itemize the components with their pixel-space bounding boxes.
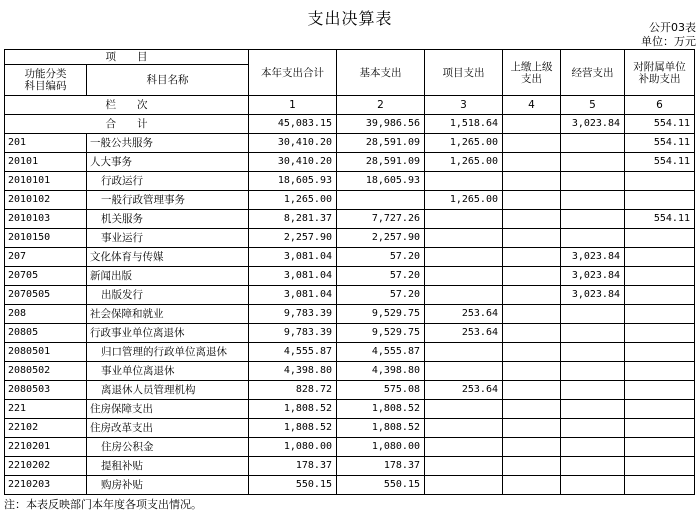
header-business: 经营支出: [561, 50, 625, 96]
table-row: [5, 419, 695, 438]
amount-cell: [503, 248, 561, 267]
table-row: [5, 438, 695, 457]
index-col: 5: [561, 96, 625, 115]
subject-code: 20101: [5, 153, 87, 172]
amount-cell: 4,555.87: [337, 343, 425, 362]
subject-name: 人大事务: [87, 153, 249, 172]
amount-cell: 1,808.52: [249, 400, 337, 419]
index-col: 6: [625, 96, 695, 115]
amount-cell: 1,265.00: [249, 191, 337, 210]
subject-code: 208: [5, 305, 87, 324]
amount-cell: 1,808.52: [337, 400, 425, 419]
amount-cell: [503, 381, 561, 400]
subject-code: 207: [5, 248, 87, 267]
amount-cell: [561, 172, 625, 191]
header-item-group: 项 目: [5, 50, 249, 65]
amount-cell: 3,081.04: [249, 267, 337, 286]
subject-name: 行政运行: [87, 172, 249, 191]
amount-cell: 554.11: [625, 153, 695, 172]
amount-cell: [425, 419, 503, 438]
subject-name: 文化体育与传媒: [87, 248, 249, 267]
amount-cell: [625, 172, 695, 191]
subject-name: 新闻出版: [87, 267, 249, 286]
total-value: 554.11: [625, 115, 695, 134]
total-row: [5, 115, 695, 134]
amount-cell: 253.64: [425, 381, 503, 400]
amount-cell: [425, 362, 503, 381]
header-project: 项目支出: [425, 50, 503, 96]
subject-name: 事业运行: [87, 229, 249, 248]
amount-cell: 9,783.39: [249, 305, 337, 324]
amount-cell: 18,605.93: [337, 172, 425, 191]
index-row: [5, 96, 695, 115]
subject-name: 离退休人员管理机构: [87, 381, 249, 400]
subject-name: 住房保障支出: [87, 400, 249, 419]
amount-cell: 2,257.90: [249, 229, 337, 248]
amount-cell: 178.37: [337, 457, 425, 476]
amount-cell: [425, 457, 503, 476]
subject-code: 221: [5, 400, 87, 419]
amount-cell: [425, 286, 503, 305]
index-label: 栏 次: [5, 96, 249, 115]
amount-cell: [625, 362, 695, 381]
amount-cell: [561, 210, 625, 229]
subject-code: 2210202: [5, 457, 87, 476]
amount-cell: [561, 438, 625, 457]
footnote: 注：本表反映部门本年度各项支出情况。: [4, 498, 202, 511]
subject-name: 归口管理的行政单位离退休: [87, 343, 249, 362]
table-row: [5, 305, 695, 324]
amount-cell: [503, 324, 561, 343]
amount-cell: [503, 153, 561, 172]
subject-code: 2070505: [5, 286, 87, 305]
amount-cell: [503, 343, 561, 362]
amount-cell: [337, 191, 425, 210]
amount-cell: [503, 191, 561, 210]
amount-cell: 554.11: [625, 134, 695, 153]
amount-cell: [561, 229, 625, 248]
amount-cell: [625, 324, 695, 343]
amount-cell: [625, 419, 695, 438]
amount-cell: 4,398.80: [337, 362, 425, 381]
header-total: 本年支出合计: [249, 50, 337, 96]
amount-cell: [625, 229, 695, 248]
subject-code: 2010101: [5, 172, 87, 191]
header-basic: 基本支出: [337, 50, 425, 96]
subject-name: 机关服务: [87, 210, 249, 229]
subject-name: 社会保障和就业: [87, 305, 249, 324]
amount-cell: [625, 476, 695, 495]
amount-cell: 4,398.80: [249, 362, 337, 381]
subject-code: 2080502: [5, 362, 87, 381]
subject-name: 出版发行: [87, 286, 249, 305]
amount-cell: 1,808.52: [337, 419, 425, 438]
amount-cell: [425, 343, 503, 362]
subject-code: 22102: [5, 419, 87, 438]
amount-cell: [425, 210, 503, 229]
amount-cell: [625, 286, 695, 305]
header-row-top: [5, 50, 695, 65]
amount-cell: 550.15: [249, 476, 337, 495]
index-col: 2: [337, 96, 425, 115]
table-row: [5, 362, 695, 381]
amount-cell: 1,265.00: [425, 134, 503, 153]
amount-cell: 2,257.90: [337, 229, 425, 248]
amount-cell: [425, 172, 503, 191]
header-code: 功能分类 科目编码: [5, 65, 87, 96]
amount-cell: 253.64: [425, 305, 503, 324]
amount-cell: [561, 419, 625, 438]
amount-cell: [425, 438, 503, 457]
amount-cell: [625, 305, 695, 324]
amount-cell: 1,265.00: [425, 153, 503, 172]
amount-cell: [503, 229, 561, 248]
table-row: [5, 457, 695, 476]
total-value: 3,023.84: [561, 115, 625, 134]
table-row: [5, 286, 695, 305]
table-row: [5, 134, 695, 153]
subject-code: 2210201: [5, 438, 87, 457]
amount-cell: [561, 343, 625, 362]
form-number: 公开03表: [649, 21, 696, 34]
amount-cell: 57.20: [337, 286, 425, 305]
amount-cell: 4,555.87: [249, 343, 337, 362]
subject-code: 2010102: [5, 191, 87, 210]
amount-cell: [503, 305, 561, 324]
amount-cell: 3,081.04: [249, 248, 337, 267]
table-row: [5, 381, 695, 400]
header-name: 科目名称: [87, 65, 249, 96]
amount-cell: [425, 267, 503, 286]
amount-cell: [503, 267, 561, 286]
amount-cell: 30,410.20: [249, 153, 337, 172]
amount-cell: [561, 191, 625, 210]
amount-cell: [561, 305, 625, 324]
amount-cell: [425, 229, 503, 248]
amount-cell: 1,080.00: [249, 438, 337, 457]
amount-cell: 178.37: [249, 457, 337, 476]
amount-cell: [625, 457, 695, 476]
amount-cell: [503, 134, 561, 153]
amount-cell: [503, 419, 561, 438]
subject-name: 事业单位离退休: [87, 362, 249, 381]
total-value: 39,986.56: [337, 115, 425, 134]
amount-cell: 828.72: [249, 381, 337, 400]
amount-cell: 575.08: [337, 381, 425, 400]
amount-cell: 550.15: [337, 476, 425, 495]
amount-cell: [503, 286, 561, 305]
amount-cell: [503, 172, 561, 191]
expenditure-table: [4, 49, 695, 495]
table-row: [5, 343, 695, 362]
amount-cell: [561, 324, 625, 343]
amount-cell: [425, 400, 503, 419]
amount-cell: [625, 267, 695, 286]
amount-cell: [503, 210, 561, 229]
table-row: [5, 248, 695, 267]
amount-cell: 18,605.93: [249, 172, 337, 191]
report-title: 支出决算表: [307, 9, 393, 28]
total-value: 45,083.15: [249, 115, 337, 134]
table-row: [5, 267, 695, 286]
amount-cell: [561, 400, 625, 419]
subject-name: 行政事业单位离退休: [87, 324, 249, 343]
amount-cell: 9,529.75: [337, 324, 425, 343]
amount-cell: [561, 381, 625, 400]
index-col: 3: [425, 96, 503, 115]
table-row: [5, 400, 695, 419]
table-row: [5, 476, 695, 495]
amount-cell: [503, 476, 561, 495]
table-row: [5, 191, 695, 210]
subject-code: 20805: [5, 324, 87, 343]
index-col: 1: [249, 96, 337, 115]
subject-name: 住房公积金: [87, 438, 249, 457]
amount-cell: [625, 438, 695, 457]
subject-code: 2210203: [5, 476, 87, 495]
amount-cell: [425, 476, 503, 495]
amount-cell: 3,081.04: [249, 286, 337, 305]
table-row: [5, 210, 695, 229]
total-value: [503, 115, 561, 134]
subject-name: 住房改革支出: [87, 419, 249, 438]
amount-cell: [503, 457, 561, 476]
amount-cell: [503, 438, 561, 457]
amount-cell: 28,591.09: [337, 134, 425, 153]
amount-cell: 57.20: [337, 267, 425, 286]
unit-label: 单位：万元: [641, 35, 696, 48]
amount-cell: 3,023.84: [561, 267, 625, 286]
amount-cell: 554.11: [625, 210, 695, 229]
amount-cell: 7,727.26: [337, 210, 425, 229]
header-upper: 上缴上级 支出: [503, 50, 561, 96]
subject-code: 2080501: [5, 343, 87, 362]
subject-code: 2010103: [5, 210, 87, 229]
table-row: [5, 324, 695, 343]
amount-cell: 1,080.00: [337, 438, 425, 457]
amount-cell: [625, 381, 695, 400]
amount-cell: 9,783.39: [249, 324, 337, 343]
amount-cell: 9,529.75: [337, 305, 425, 324]
amount-cell: [503, 362, 561, 381]
amount-cell: 8,281.37: [249, 210, 337, 229]
table-row: [5, 172, 695, 191]
amount-cell: [561, 362, 625, 381]
amount-cell: 3,023.84: [561, 286, 625, 305]
amount-cell: 3,023.84: [561, 248, 625, 267]
table-row: [5, 153, 695, 172]
amount-cell: [561, 153, 625, 172]
amount-cell: 57.20: [337, 248, 425, 267]
total-label: 合 计: [5, 115, 249, 134]
amount-cell: 1,265.00: [425, 191, 503, 210]
amount-cell: [625, 248, 695, 267]
subject-code: 2010150: [5, 229, 87, 248]
amount-cell: [561, 134, 625, 153]
amount-cell: 30,410.20: [249, 134, 337, 153]
total-value: 1,518.64: [425, 115, 503, 134]
subject-name: 提租补贴: [87, 457, 249, 476]
amount-cell: [561, 476, 625, 495]
amount-cell: [561, 457, 625, 476]
amount-cell: [503, 400, 561, 419]
amount-cell: 1,808.52: [249, 419, 337, 438]
subject-name: 一般行政管理事务: [87, 191, 249, 210]
amount-cell: [625, 191, 695, 210]
amount-cell: 28,591.09: [337, 153, 425, 172]
amount-cell: 253.64: [425, 324, 503, 343]
amount-cell: [625, 343, 695, 362]
subject-code: 20705: [5, 267, 87, 286]
subject-name: 一般公共服务: [87, 134, 249, 153]
table-row: [5, 229, 695, 248]
header-subsidy: 对附属单位 补助支出: [625, 50, 695, 96]
subject-code: 201: [5, 134, 87, 153]
subject-name: 购房补贴: [87, 476, 249, 495]
amount-cell: [425, 248, 503, 267]
index-col: 4: [503, 96, 561, 115]
subject-code: 2080503: [5, 381, 87, 400]
amount-cell: [625, 400, 695, 419]
